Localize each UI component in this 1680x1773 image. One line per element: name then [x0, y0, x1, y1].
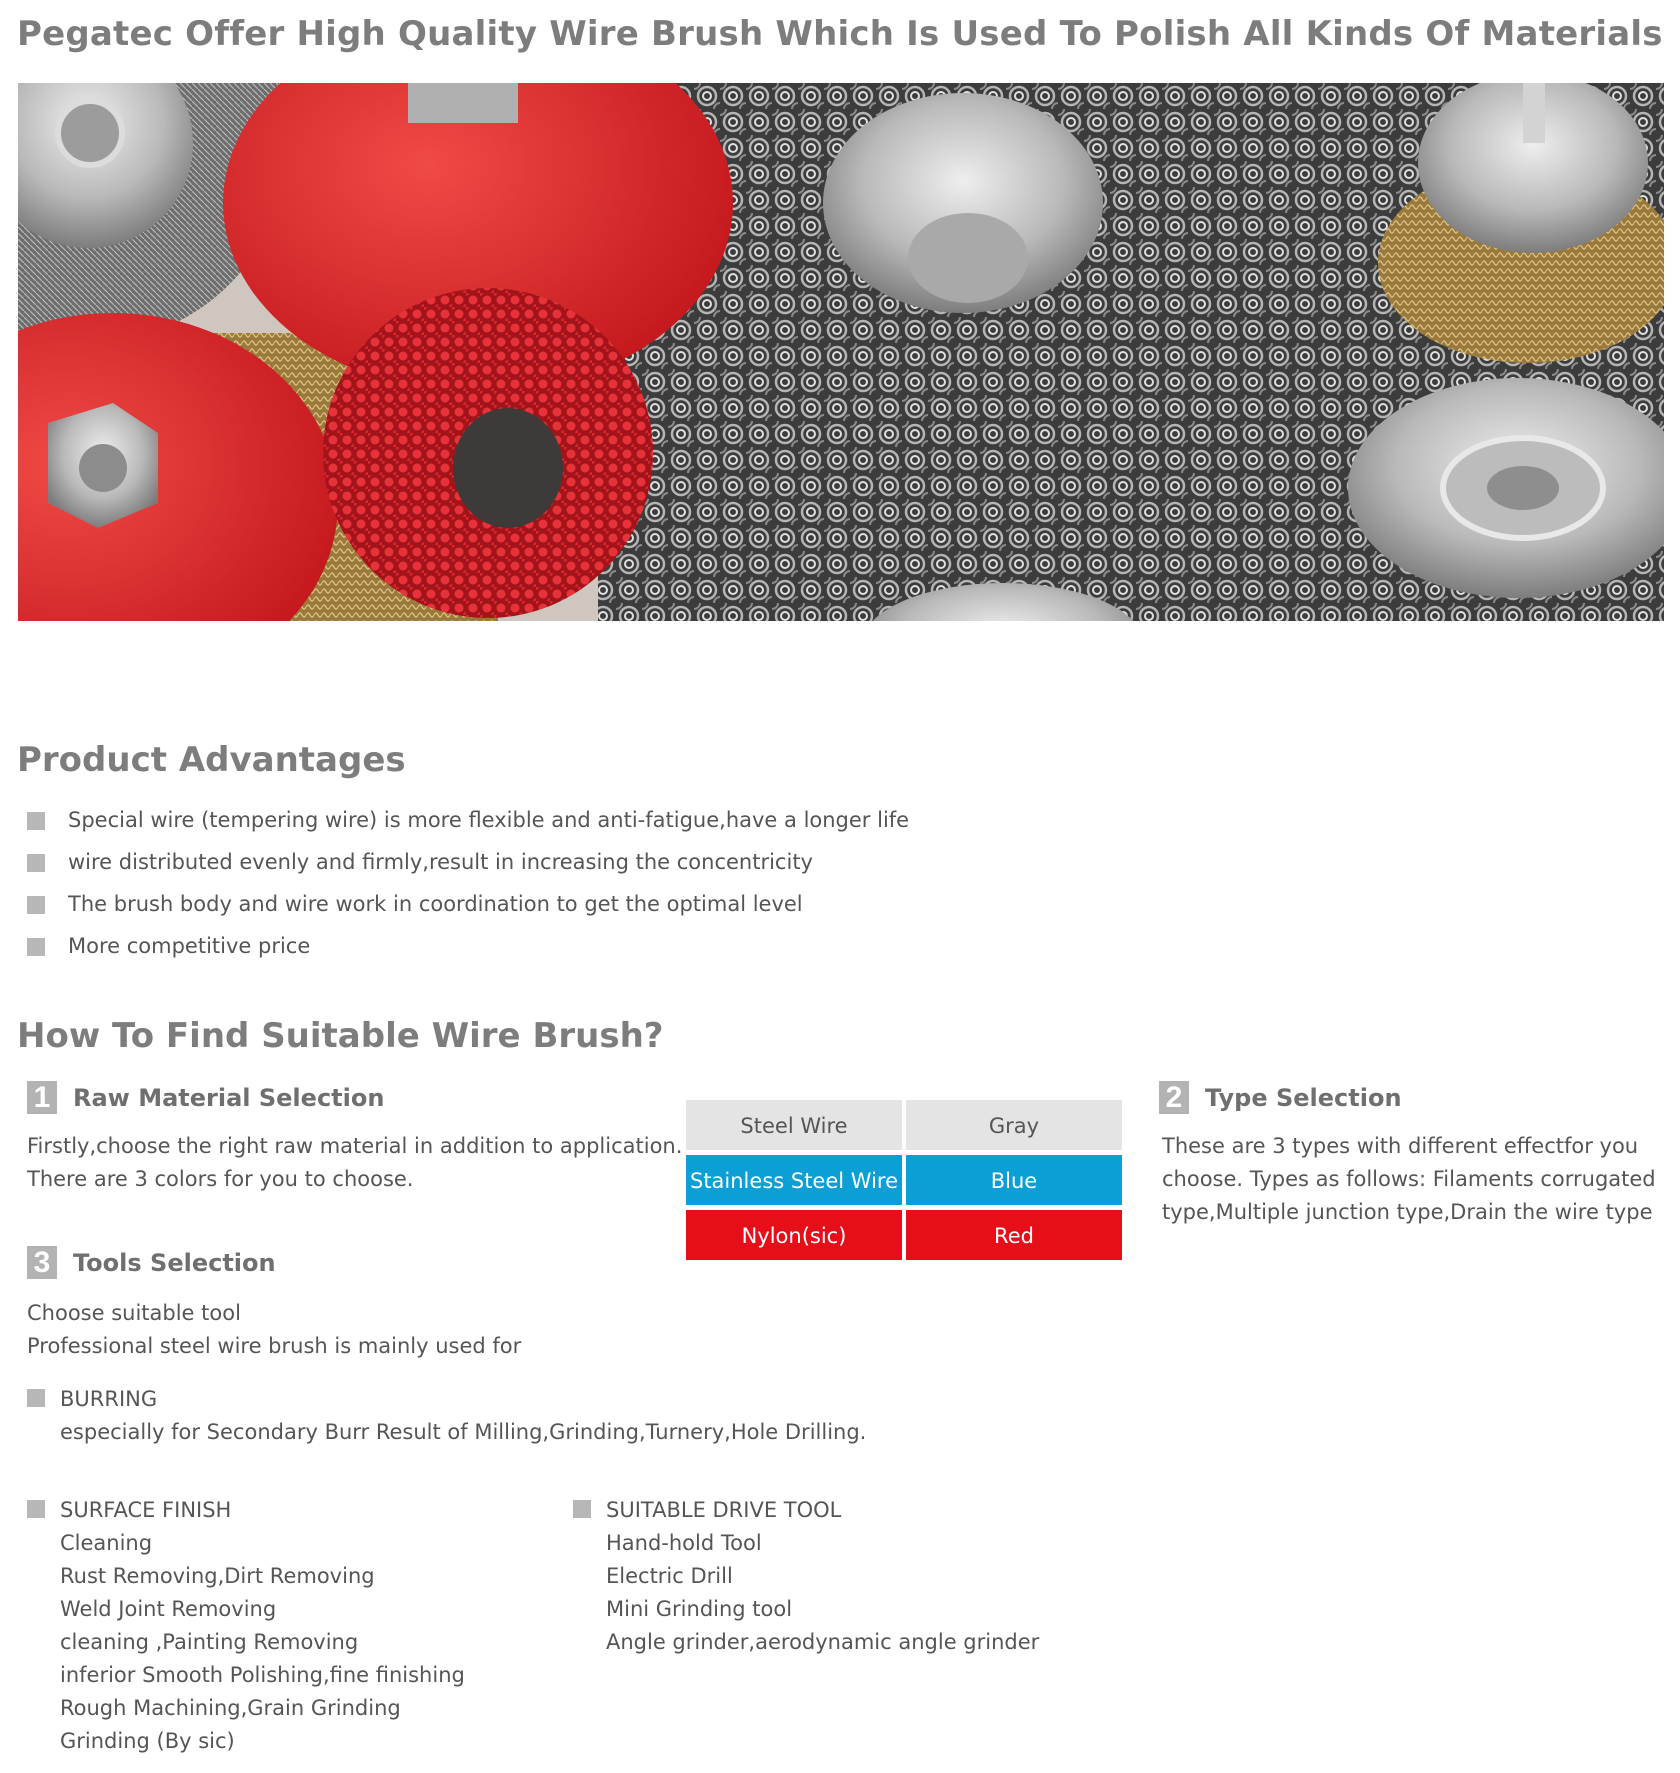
step-number-badge: 3 [27, 1246, 57, 1279]
bullet-square [27, 938, 45, 956]
burring-block [60, 1383, 866, 1449]
text-line: Rust Removing,Dirt Removing [60, 1564, 375, 1588]
text-line: Grinding (By sic) [60, 1729, 235, 1753]
text-line: Professional steel wire brush is mainly used for [27, 1334, 522, 1358]
page-title: Pegatec Offer High Quality Wire Brush Which Is Used To Polish All Kinds Of Materials [17, 14, 1663, 54]
bullet-square [573, 1500, 591, 1518]
text-line: Angle grinder,aerodynamic angle grinder [606, 1630, 1040, 1654]
table-cell-color: Gray [906, 1100, 1122, 1150]
guide-heading: How To Find Suitable Wire Brush? [17, 1016, 664, 1056]
advantage-item: The brush body and wire work in coordination to get the optimal level [68, 892, 803, 916]
advantage-item: wire distributed evenly and firmly,result in increasing the concentricity [68, 850, 813, 874]
step-number-badge: 2 [1159, 1081, 1189, 1114]
text-line: especially for Secondary Burr Result of Milling,Grinding,Turnery,Hole Drilling. [60, 1420, 867, 1444]
text-line: Mini Grinding tool [606, 1597, 793, 1621]
text-line: type,Multiple junction type,Drain the wire type [1162, 1200, 1653, 1224]
drive-tool-block [606, 1494, 1039, 1659]
advantages-heading: Product Advantages [17, 740, 406, 780]
text-line: Weld Joint Removing [60, 1597, 277, 1621]
product-banner-image [18, 83, 1664, 621]
tools-selection-title: Tools Selection [73, 1249, 276, 1277]
bullet-square [27, 812, 45, 830]
text-line: Hand-hold Tool [606, 1531, 762, 1555]
text-line: Rough Machining,Grain Grinding [60, 1696, 401, 1720]
type-selection-text [1162, 1130, 1656, 1229]
text-line: choose. Types as follows: Filaments corrugated [1162, 1167, 1656, 1191]
surface-finish-title: SURFACE FINISH [60, 1498, 232, 1522]
raw-material-text [27, 1130, 682, 1196]
text-line: Choose suitable tool [27, 1301, 241, 1325]
advantage-item: Special wire (tempering wire) is more flexible and anti-fatigue,have a longer life [68, 808, 910, 832]
advantage-item: More competitive price [68, 934, 311, 958]
bullet-square [27, 1500, 45, 1518]
bullet-square [27, 1389, 45, 1407]
text-line: These are 3 types with different effectfor you [1162, 1134, 1639, 1158]
text-line: Electric Drill [606, 1564, 733, 1588]
tools-selection-text [27, 1297, 521, 1363]
table-cell-color: Blue [906, 1155, 1122, 1205]
burring-title: BURRING [60, 1387, 158, 1411]
surface-finish-block [60, 1494, 465, 1758]
text-line: cleaning ,Painting Removing [60, 1630, 359, 1654]
table-cell-color: Red [906, 1210, 1122, 1260]
step-number-badge: 1 [27, 1081, 57, 1114]
raw-material-title: Raw Material Selection [73, 1084, 385, 1112]
table-cell-material: Nylon(sic) [686, 1210, 902, 1260]
drive-tool-title: SUITABLE DRIVE TOOL [606, 1498, 842, 1522]
table-cell-material: Steel Wire [686, 1100, 902, 1150]
bullet-square [27, 854, 45, 872]
text-line: Cleaning [60, 1531, 153, 1555]
text-line: Firstly,choose the right raw material in addition to application. [27, 1134, 683, 1158]
text-line: inferior Smooth Polishing,fine finishing [60, 1663, 465, 1687]
text-line: There are 3 colors for you to choose. [27, 1167, 414, 1191]
type-selection-title: Type Selection [1205, 1084, 1402, 1112]
material-color-table [686, 1100, 1126, 1262]
table-cell-material: Stainless Steel Wire [686, 1155, 902, 1205]
bullet-square [27, 896, 45, 914]
